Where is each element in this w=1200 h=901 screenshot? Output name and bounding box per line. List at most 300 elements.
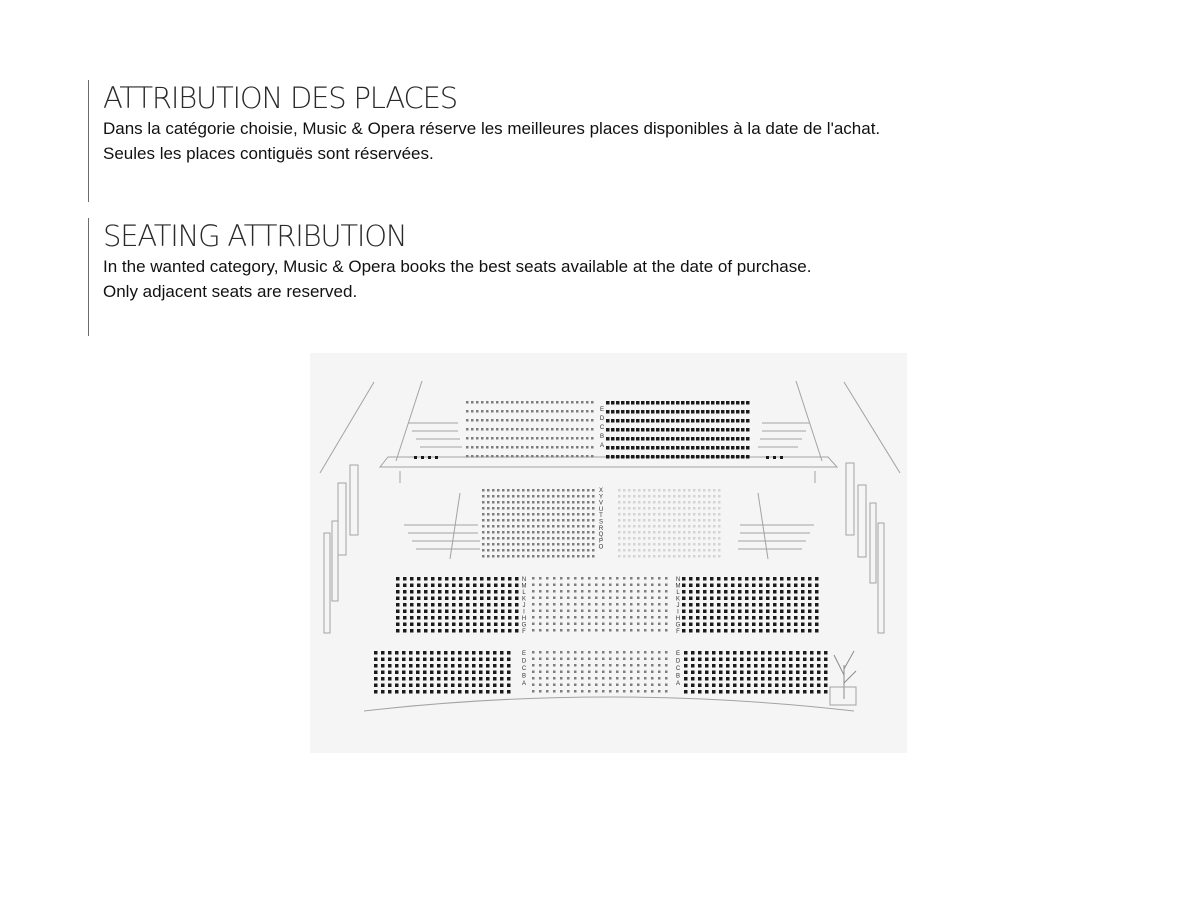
mezzanine-seat: [512, 543, 515, 546]
orchestra-seat: [703, 610, 707, 614]
balcony-seat: [571, 410, 574, 413]
orchestra-seat: [803, 671, 807, 675]
balcony-seat: [531, 437, 534, 440]
orchestra-seat: [581, 677, 584, 680]
balcony-seat: [576, 437, 579, 440]
balcony-seat: [681, 410, 685, 414]
balcony-seat: [741, 410, 745, 414]
mezzanine-seat: [522, 543, 525, 546]
mezzanine-seat: [678, 507, 681, 510]
orchestra-seat: [410, 629, 414, 633]
mezzanine-seat: [537, 525, 540, 528]
orchestra-seat: [658, 658, 661, 661]
mezzanine-seat: [658, 501, 661, 504]
balcony-seat: [651, 401, 655, 405]
orchestra-seat: [780, 623, 784, 627]
orchestra-seat: [595, 658, 598, 661]
mezzanine-seat: [713, 489, 716, 492]
orchestra-seat: [651, 610, 654, 613]
orchestra-seat: [658, 584, 661, 587]
orchestra-seat: [609, 664, 612, 667]
orchestra-seat: [801, 590, 805, 594]
mezzanine-seat: [537, 543, 540, 546]
orchestra-seat: [402, 658, 406, 662]
orchestra-seat: [508, 610, 512, 614]
mezzanine-seat: [562, 549, 565, 552]
balcony-seat: [701, 410, 705, 414]
mezzanine-seat: [668, 495, 671, 498]
orchestra-seat: [773, 616, 777, 620]
mezzanine-seat: [587, 525, 590, 528]
orchestra-seat: [691, 658, 695, 662]
mezzanine-seat: [532, 501, 535, 504]
orchestra-seat: [546, 664, 549, 667]
orchestra-seat: [616, 623, 619, 626]
orchestra-seat: [532, 671, 535, 674]
orchestra-seat: [452, 597, 456, 601]
mezzanine-seat: [653, 525, 656, 528]
mezzanine-seat: [678, 501, 681, 504]
mezzanine-seat: [527, 507, 530, 510]
balcony-seat: [666, 428, 670, 432]
orchestra-seat: [574, 597, 577, 600]
balcony-seat: [696, 446, 700, 450]
balcony-seat: [506, 437, 509, 440]
orchestra-seat: [789, 677, 793, 681]
orchestra-seat: [595, 616, 598, 619]
orchestra-seat: [515, 629, 519, 633]
orchestra-seat: [395, 684, 399, 688]
orchestra-row-label: C: [521, 666, 527, 672]
mezzanine-seat: [542, 507, 545, 510]
orchestra-seat: [752, 577, 756, 581]
balcony-seat: [546, 446, 549, 449]
orchestra-seat: [754, 651, 758, 655]
orchestra-seat: [423, 677, 427, 681]
balcony-seat: [711, 446, 715, 450]
mezzanine-seat: [693, 507, 696, 510]
orchestra-seat: [766, 629, 770, 633]
orchestra-seat: [754, 664, 758, 668]
mezzanine-seat: [713, 531, 716, 534]
orchestra-seat: [787, 623, 791, 627]
mezzanine-seat: [582, 549, 585, 552]
orchestra-seat: [588, 623, 591, 626]
orchestra-seat: [780, 629, 784, 633]
mezzanine-row-label: U: [598, 506, 604, 513]
mezzanine-seat: [663, 537, 666, 540]
mezzanine-seat: [638, 537, 641, 540]
orchestra-seat: [500, 684, 504, 688]
mezzanine-seat: [497, 513, 500, 516]
orchestra-seat: [560, 577, 563, 580]
mezzanine-seat: [542, 531, 545, 534]
mezzanine-seat: [708, 555, 711, 558]
orchestra-seat: [644, 651, 647, 654]
balcony-seat: [721, 419, 725, 423]
mezzanine-seat: [532, 513, 535, 516]
orchestra-seat: [731, 597, 735, 601]
orchestra-seat: [717, 623, 721, 627]
orchestra-seat: [824, 651, 828, 655]
orchestra-seat: [396, 616, 400, 620]
mezzanine-seat: [587, 507, 590, 510]
balcony-seat: [671, 428, 675, 432]
orchestra-row-label: I: [523, 609, 525, 616]
orchestra-seat: [581, 664, 584, 667]
mezzanine-seat: [517, 507, 520, 510]
balcony-seat: [731, 455, 735, 459]
mezzanine-seat: [668, 525, 671, 528]
orchestra-seat: [630, 616, 633, 619]
orchestra-seat: [696, 603, 700, 607]
balcony-seat: [616, 410, 620, 414]
orchestra-seat: [466, 597, 470, 601]
mezzanine-seat: [512, 525, 515, 528]
mezzanine-seat: [552, 495, 555, 498]
orchestra-seat: [466, 629, 470, 633]
balcony-seat: [561, 437, 564, 440]
orchestra-seat: [733, 690, 737, 694]
orchestra-seat: [515, 610, 519, 614]
balcony-seat: [516, 428, 519, 431]
mezzanine-seat: [522, 549, 525, 552]
orchestra-seat: [402, 671, 406, 675]
orchestra-seat: [588, 671, 591, 674]
balcony-seat: [611, 437, 615, 441]
orchestra-seat: [644, 684, 647, 687]
orchestra-seat: [581, 584, 584, 587]
mezzanine-seat: [703, 513, 706, 516]
orchestra-seat: [445, 590, 449, 594]
mezzanine-seat: [542, 549, 545, 552]
english-line-1: In the wanted category, Music & Opera books the best seats available at the date of purchase.: [103, 257, 812, 276]
mezzanine-seat: [643, 531, 646, 534]
orchestra-seat: [500, 690, 504, 694]
balcony-seat: [496, 455, 499, 458]
orchestra-seat: [396, 584, 400, 588]
orchestra-seat: [810, 658, 814, 662]
mezzanine-seat: [587, 495, 590, 498]
orchestra-seat: [815, 616, 819, 620]
mezzanine-seat: [572, 525, 575, 528]
mezzanine-seat: [623, 537, 626, 540]
orchestra-seat: [574, 664, 577, 667]
balcony-seat: [646, 446, 650, 450]
orchestra-seat: [602, 610, 605, 613]
mezzanine-seat: [507, 495, 510, 498]
orchestra-seat: [808, 597, 812, 601]
balcony-seat: [486, 428, 489, 431]
mezzanine-row-label: V: [598, 500, 604, 507]
orchestra-seat: [773, 577, 777, 581]
orchestra-seat: [651, 684, 654, 687]
balcony-seat: [536, 428, 539, 431]
orchestra-seat: [567, 610, 570, 613]
orchestra-seat: [719, 671, 723, 675]
mezzanine-seat: [527, 489, 530, 492]
mezzanine-seat: [592, 537, 595, 540]
mezzanine-seat: [507, 537, 510, 540]
mezzanine-seat: [497, 501, 500, 504]
orchestra-seat: [689, 584, 693, 588]
mezzanine-seat: [557, 495, 560, 498]
balcony-seat: [646, 401, 650, 405]
orchestra-seat: [787, 584, 791, 588]
orchestra-seat: [602, 597, 605, 600]
mezzanine-seat: [708, 531, 711, 534]
orchestra-seat: [775, 684, 779, 688]
mezzanine-seat: [592, 525, 595, 528]
orchestra-seat: [479, 651, 483, 655]
balcony-seat: [501, 410, 504, 413]
orchestra-seat: [539, 597, 542, 600]
orchestra-seat: [752, 623, 756, 627]
orchestra-seat: [553, 677, 556, 680]
balcony-seat: [541, 428, 544, 431]
orchestra-seat: [438, 629, 442, 633]
balcony-seat: [666, 437, 670, 441]
balcony-seat: [521, 419, 524, 422]
mezzanine-seat: [547, 519, 550, 522]
mezzanine-seat: [683, 489, 686, 492]
orchestra-seat: [588, 677, 591, 680]
orchestra-seat: [759, 629, 763, 633]
orchestra-seat: [487, 610, 491, 614]
orchestra-seat: [574, 684, 577, 687]
balcony-seat: [651, 437, 655, 441]
balcony-seat: [631, 428, 635, 432]
mezzanine-seat: [718, 501, 721, 504]
mezzanine-seat: [688, 531, 691, 534]
mezzanine-seat: [517, 531, 520, 534]
orchestra-seat: [472, 651, 476, 655]
orchestra-seat: [717, 577, 721, 581]
orchestra-seat: [787, 610, 791, 614]
balcony-seat: [486, 410, 489, 413]
mezzanine-seat: [587, 537, 590, 540]
orchestra-seat: [574, 584, 577, 587]
balcony-seat: [491, 446, 494, 449]
orchestra-seat: [602, 616, 605, 619]
orchestra-seat: [761, 664, 765, 668]
orchestra-seat: [396, 629, 400, 633]
orchestra-seat: [719, 690, 723, 694]
mezzanine-seat: [673, 531, 676, 534]
mezzanine-seat: [628, 525, 631, 528]
mezzanine-seat: [592, 543, 595, 546]
mezzanine-seat: [638, 513, 641, 516]
balcony-seat: [651, 446, 655, 450]
orchestra-seat: [637, 677, 640, 680]
mezzanine-seat: [713, 519, 716, 522]
mezzanine-seat: [623, 525, 626, 528]
orchestra-seat: [480, 597, 484, 601]
orchestra-seat: [815, 623, 819, 627]
orchestra-seat: [817, 658, 821, 662]
mezzanine-seat: [572, 537, 575, 540]
mezzanine-seat: [643, 525, 646, 528]
mezzanine-seat: [703, 507, 706, 510]
balcony-seat: [581, 401, 584, 404]
orchestra-seat: [417, 610, 421, 614]
orchestra-seat: [581, 603, 584, 606]
orchestra-seat: [682, 577, 686, 581]
mezzanine-seat: [522, 507, 525, 510]
balcony-seat: [491, 428, 494, 431]
orchestra-seat: [731, 616, 735, 620]
orchestra-seat: [609, 658, 612, 661]
mezzanine-seat: [653, 519, 656, 522]
mezzanine-seat: [668, 507, 671, 510]
orchestra-seat: [787, 616, 791, 620]
orchestra-seat: [417, 603, 421, 607]
orchestra-seat: [465, 677, 469, 681]
orchestra-seat: [623, 610, 626, 613]
orchestra-seat: [689, 623, 693, 627]
mezzanine-seat: [552, 507, 555, 510]
orchestra-seat: [494, 597, 498, 601]
orchestra-seat: [616, 690, 619, 693]
balcony-seat: [666, 446, 670, 450]
balcony-seat: [551, 446, 554, 449]
orchestra-seat: [747, 651, 751, 655]
orchestra-seat: [567, 658, 570, 661]
balcony-seat: [526, 428, 529, 431]
orchestra-seat: [501, 590, 505, 594]
orchestra-seat: [479, 664, 483, 668]
orchestra-seat: [705, 677, 709, 681]
balcony-seat: [666, 419, 670, 423]
orchestra-seat: [780, 616, 784, 620]
mezzanine-seat: [532, 495, 535, 498]
orchestra-seat: [766, 577, 770, 581]
balcony-seat: [526, 437, 529, 440]
mezzanine-seat: [628, 495, 631, 498]
orchestra-seat: [396, 603, 400, 607]
orchestra-seat: [796, 664, 800, 668]
orchestra-seat: [644, 610, 647, 613]
mezzanine-seat: [658, 531, 661, 534]
orchestra-seat: [658, 597, 661, 600]
orchestra-seat: [444, 658, 448, 662]
orchestra-seat: [609, 577, 612, 580]
orchestra-seat: [452, 629, 456, 633]
mezzanine-seat: [492, 513, 495, 516]
mezzanine-row-label: S: [598, 519, 604, 526]
balcony-seat: [546, 401, 549, 404]
balcony-seat: [626, 446, 630, 450]
mezzanine-seat: [698, 495, 701, 498]
balcony-seat: [476, 455, 479, 458]
orchestra-seat: [507, 664, 511, 668]
orchestra-seat: [733, 677, 737, 681]
orchestra-seat: [754, 690, 758, 694]
orchestra-seat: [472, 671, 476, 675]
mezzanine-seat: [648, 555, 651, 558]
orchestra-row-label: H: [521, 616, 527, 622]
orchestra-seat: [782, 690, 786, 694]
orchestra-seat: [381, 658, 385, 662]
orchestra-seat: [787, 577, 791, 581]
orchestra-row-label: N: [521, 577, 527, 583]
orchestra-seat: [644, 590, 647, 593]
orchestra-seat: [665, 623, 668, 626]
balcony-seat: [531, 455, 534, 458]
mezzanine-seat: [512, 537, 515, 540]
orchestra-seat: [458, 677, 462, 681]
balcony-seat: [586, 401, 589, 404]
orchestra-seat: [712, 658, 716, 662]
orchestra-seat: [796, 658, 800, 662]
orchestra-seat: [539, 690, 542, 693]
orchestra-seat: [444, 664, 448, 668]
mezzanine-seat: [628, 519, 631, 522]
mezzanine-seat: [592, 495, 595, 498]
balcony-seat: [621, 410, 625, 414]
mezzanine-seat: [653, 543, 656, 546]
balcony-seat: [616, 428, 620, 432]
balcony-seat: [721, 401, 725, 405]
mezzanine-seat: [633, 549, 636, 552]
mezzanine-seat: [703, 495, 706, 498]
orchestra-seat: [553, 584, 556, 587]
balcony-seat: [511, 446, 514, 449]
mezzanine-seat: [653, 555, 656, 558]
mezzanine-seat: [562, 501, 565, 504]
orchestra-seat: [651, 658, 654, 661]
orchestra-seat: [445, 577, 449, 581]
orchestra-seat: [459, 597, 463, 601]
orchestra-seat: [775, 671, 779, 675]
orchestra-seat: [651, 651, 654, 654]
orchestra-seat: [637, 664, 640, 667]
orchestra-seat: [689, 603, 693, 607]
orchestra-seat: [501, 577, 505, 581]
mezzanine-seat: [683, 507, 686, 510]
balcony-seat: [716, 410, 720, 414]
orchestra-seat: [532, 590, 535, 593]
orchestra-seat: [595, 623, 598, 626]
balcony-seat: [656, 410, 660, 414]
orchestra-seat: [745, 616, 749, 620]
mezzanine-seat: [537, 495, 540, 498]
mezzanine-seat: [653, 495, 656, 498]
balcony-seat: [666, 401, 670, 405]
orchestra-seat: [423, 690, 427, 694]
orchestra-seat: [539, 684, 542, 687]
orchestra-seat: [637, 623, 640, 626]
balcony-seat: [501, 428, 504, 431]
orchestra-seat: [651, 590, 654, 593]
orchestra-seat: [438, 623, 442, 627]
balcony-seat: [646, 437, 650, 441]
mezzanine-seat: [482, 507, 485, 510]
orchestra-seat: [789, 651, 793, 655]
orchestra-seat: [458, 664, 462, 668]
orchestra-seat: [810, 690, 814, 694]
orchestra-seat: [493, 684, 497, 688]
mezzanine-seat: [673, 549, 676, 552]
orchestra-seat: [560, 610, 563, 613]
mezzanine-seat: [653, 501, 656, 504]
mezzanine-seat: [693, 549, 696, 552]
orchestra-seat: [473, 616, 477, 620]
orchestra-seat: [801, 577, 805, 581]
balcony-seat: [521, 455, 524, 458]
orchestra-seat: [487, 623, 491, 627]
mezzanine-seat: [633, 489, 636, 492]
